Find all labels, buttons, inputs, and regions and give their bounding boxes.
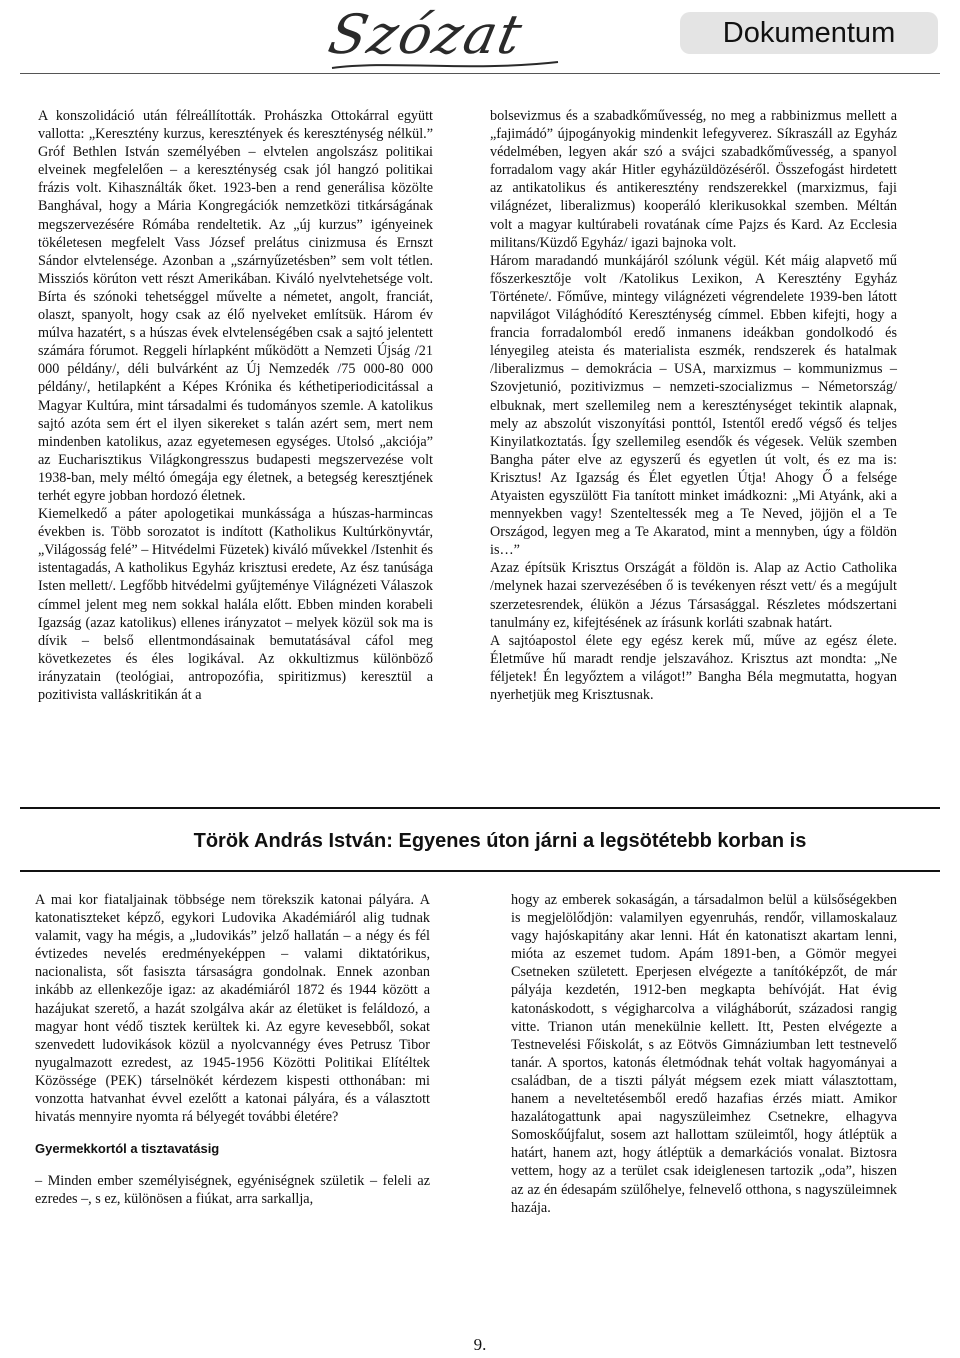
page-number: 9. <box>473 1335 487 1354</box>
interview-intro: A mai kor fiataljainak többsége nem törekszik katonai pályára. A katonatiszteket képző, egykori Ludovika Akadémiáról alig tudnak valamit, vagy ha mégis, a „ludovikás” jelző hallatán – a négy és fél évtizedes nevelés eredményeképpen – valami diktatórikus, nacionalista, sőt fasiszta társaságra gondolnak. Ennek azonban inkább az ellenkezője igaz: az akadémiáról 1872 és 1944 között a hazájukat szerető, a hazát szolgálva akár az életüket is feláldozó, a magyar hont védő tisztek kerültek ki. Az egyre kevesebből, sokat szenvedett ludovikások közül a nyolcvannégy éves Petrusz Tibor nyugalmazott ezredest, az 1945-1956 Közötti Politikai Elítéltek Közössége (PEK) társelnökét kérdezem kispesti otthonában: mi vonzotta hatvanhat évvel ezelőtt a katonai pályára, és a választott hivatás mennyire nyomta rá bélyegét további életére? <box>35 892 430 1126</box>
interview-right-column <box>511 891 897 1217</box>
header-divider <box>20 73 940 74</box>
interview-right-paragraph: hogy az emberek sokaságán, a társadalmon belül a külsőségekben is megjelölődjön: valamilyen egyenruhás, rendőr, villamoskalauz vagy hajóskapitány akar lenni. Hát én katonatiszt akartam lenni, mióta az eszemet tudom. Apám 1891-ben, a Gömör megyei Csetneken született. Eperjesen elvégezte a tanítóképzőt, de már pályája kezdetén, 1912-ben megkapta behívóját. Hat évig katonáskodott, s végigharcolva a világháborút, századosi rangig vitte. Trianon után menekülnie kellett. Itt, Pesten elvégezte a Testnevelési Főiskolát, s az Eötvös Gimnáziumban lett testnevelő tanár. A sportos, katonás életmódnak tehát voltak hagyományai a családban, de a tiszti pályát mégsem ezek miatt választottam, hanem a neveltetésemből eredő hazafias érzés miatt. Amikor hazalátogattunk apai nagyszüleimhez Csetnekre, elhagyva Somoskőújfalut, sosem azt hallottam szüleimtől, hogy átléptük a határt, hanem azt, hogy átléptük a demarkációs vonalat. Biztosra vettem, hogy az a terület csak ideiglenesen tartozik „oda”, hiszen az az én édesapám szülőhelye, felnevelő otthona, s nagyszüleimnek hazája. <box>511 892 897 1216</box>
interview-subhead: Gyermekkortól a tisztavatásig <box>35 1141 220 1157</box>
section-tab: Dokumentum <box>680 12 938 54</box>
top-article-left-paragraph-1: A konszolidáció után félreállították. Prohászka Ottokárral együtt vallotta: „Keresztény kurzus, keresztények és kereszténység nélkül.” Gróf Bethlen István személyében – elvtelen angolszász politikai elveinek megfelelően – a kereszténység csak jól hangzó politikai frázis volt. Kihasználták őket. 1923-ben a rend generálisa közölte Banghával, hogy a Mária Kongregációk nemzetközi titkárságának megszervezésére Rómába rendeltetik. Az „új kurzus” igényeinek tökéletesen megfelelt Vass József prelátus cinizmusa és Ernszt Sándor elvtelensége. Azonban a „szárnyűzetésben” sem volt tétlen. Missziós körúton vett részt Amerikában. Kiváló nyelvtehetsége volt. Bírta és szónoki tehetséggel művelte a németet, angolt, franciát, olaszt, spanyolt, hogy csak az élő nyelveket említsük. Három év múlva hazatért, s a húszas évek elvtelenségében csak a sajtó jelentett számára fórumot. Reggeli hírlapként működött a Nemzeti Újság /21 000 példány/, déli bulvárként az Új Nemzedék /75 000-80 000 példány/, hetilapként a Képes Krónika és kéthetiperiodicitással a Magyar Kultúra, mint társadalmi és tudományos szemle. A katolikus sajtó azóta sem ért el ilyen sikereket s talán azért sem, mert nem mindenben katolikus, azaz egyetemesen egységes. Utolsó „akciója” az Eucharisztikus Világkongresszus budapesti megszervezése volt 1938-ban, mely méltó ómegája egy életnek, a betegség keresztjének terhét egyre jobban hordozó életnek. <box>38 108 433 504</box>
article-top-rule <box>20 807 940 809</box>
top-article-right-paragraph-2: Három maradandó munkájáról szólunk végül. Két máig alapvető mű főszerkesztője volt /Katolikus Lexikon, A Keresztény Egyház Története/. Főműve, mintegy világnézeti végrendelete 1939-ben látott napvilágot Világhódító Kereszténység címmel. Ebben kifejti, hogy a francia forradalomból eredő inmanens ideákban gondolkodó és lényegileg ateista és materialista eszmék, rendszerek és hatalmak /liberalizmus – demokrácia – USA, marxizmus – kommunizmus – Szovjetunió, pozitivizmus – nemzeti-szocializmus – Németország/ elbuknak, mert szellemileg nem a kereszténységet tekintik alapnak, mely az abszolút viszonyítási ponttól, Istentől eredő végső és teljes Kinyilatkoztatás. Így szellemileg esendők és végesek. Velük szemben Bangha páter elve az egyszerű és egyetlen út volt, és ez ma is: Krisztus! Az Igazság és Élet egyetlen Útja! Ahogy Ő a felsége Atyaisten egyszülött Fia tanított minket imádkozni: „Mi Atyánk, aki a mennyekben vagy! Szenteltessék meg a Te Neved, jöjjön el a Te Országod, legyen meg a Te Akaratod, mint a mennyben, úgy a földön is…” <box>490 252 897 559</box>
logo-swash-decoration <box>330 58 560 72</box>
top-article-right-paragraph-4: A sajtóapostol élete egy egész kerek mű, műve az egész élete. Életműve hű maradt rendje jelszavához. Krisztus azt mondta: „Ne féljetek! Én legyőztem a világot!” Bangha Béla megmutatta, hogyan nyerhetjük meg Krisztusnak. <box>490 632 897 703</box>
interview-left-column <box>35 891 430 1209</box>
interview-answer: – Minden ember személyiségnek, egyéniségnek születik – feleli az ezredes –, s ez, különösen a fiúkat, arra sarkallja, <box>35 1173 430 1208</box>
top-article-right-column <box>490 107 897 704</box>
interview-title: Török András István: Egyenes úton járni a legsötétebb korban is <box>193 830 807 852</box>
top-article-right-paragraph-3: Azaz építsük Krisztus Országát a földön is. Alap az Actio Catholika /melynek hazai szervezésében ő is tevékenyen részt vett/ és a megújult szerzetesrendek, élükön a Jézus Társasággal. Részletes módszertani tanulmány ez, kifejtésének az írásunk korláti szabnak határt. <box>490 560 897 631</box>
article-bottom-rule <box>20 870 940 872</box>
top-article-left-column <box>38 107 433 704</box>
top-article-left-paragraph-2: Kiemelkedő a páter apologetikai munkássága a húszas-harmincas években is. Több sorozatot is indított (Katholikus Kultúrkönyvtár, „Világosság felé” – Hitvédelmi Füzetek) kiváló művekkel /Istenhit és istentagadás, A katholikus Egyház krisztusi eredete, Az ész tanúsága Isten mellett/. Legfőbb hitvédelmi gyűjteménye Világnézeti Válaszok címmel jelent meg nem sokkal halála előtt. Ebben minden korabeli Igazság (azaz katolikus) ellenes irányzatot – melyek közül sok ma is dívik – belső ellentmondásainak bemutatásával cáfol meg következetes és éles logikával. Az okkultizmus különböző irányzatain (teológiai, antropozófia, spiritizmus) keresztül a pozitivista valláskritikán át a <box>38 506 433 703</box>
top-article-right-paragraph-1: bolsevizmus és a szabadkőművesség, no meg a rabbinizmus mellett a „fajimádó” újpogányokig mindenkit lefegyverez. Síkraszáll az Egyház védelmében, legyen akár szó a svájci szabadkőművesség, a spanyol forradalom vagy akár Hitler egyházüldözéséről. Összefogást hirdetett az antikatolikus és antikeresztény rendszerekkel (marxizmus, faji világnézet, liberalizmus) kooperáló klerikusokkal szemben. Méltán volt a magyar kultúrabeli rovatának címe Pajzs és Kard. Az Ecclesia militans/Küzdő Egyház/ igazi bajnoka volt. <box>490 108 897 251</box>
szozat-logo: Szózat <box>323 3 530 66</box>
